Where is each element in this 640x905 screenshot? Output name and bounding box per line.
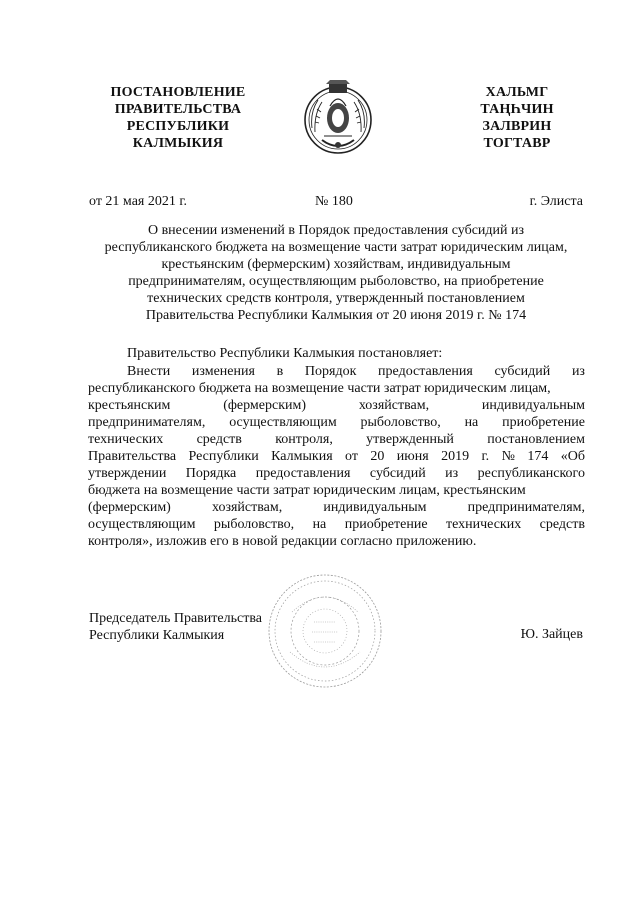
title-line: предпринимателям, осуществляющим рыболовство, на приобретение bbox=[128, 274, 544, 289]
body-word: приобретение bbox=[344, 517, 428, 532]
body-word: июня bbox=[396, 449, 429, 464]
body-word: на bbox=[312, 517, 327, 532]
header-left-line: ПОСТАНОВЛЕНИЕ bbox=[110, 85, 246, 100]
body-word: (фермерским) bbox=[88, 500, 171, 515]
body-word: республиканского бюджета на возмещение части затрат юридическим лицам, bbox=[88, 381, 551, 396]
body-word: субсидий bbox=[494, 364, 551, 379]
signatory-position-line: Председатель Правительства bbox=[89, 611, 262, 626]
body-word: республиканского bbox=[477, 466, 585, 481]
body-word: предоставления bbox=[378, 364, 473, 379]
body-word: от bbox=[345, 449, 358, 464]
body-word: индивидуальным bbox=[323, 500, 427, 515]
preamble: Правительство Республики Калмыкия постановляет: bbox=[127, 346, 443, 361]
body-line bbox=[88, 414, 585, 431]
body-word: технических bbox=[88, 432, 164, 447]
body-word: рыболовство, bbox=[213, 517, 295, 532]
body-word: крестьянским bbox=[88, 398, 171, 413]
body-word: утверждении bbox=[88, 466, 167, 481]
official-seal-stamp-icon bbox=[266, 572, 384, 690]
header-right-line: ХАЛЬМГ bbox=[485, 85, 549, 100]
body-line bbox=[88, 482, 585, 499]
body-word: средств bbox=[539, 517, 585, 532]
body-word: изменения bbox=[191, 364, 255, 379]
body-word: Порядок bbox=[304, 364, 357, 379]
document-date: от 21 мая 2021 г. bbox=[89, 194, 188, 209]
body-word: контроля», изложив его в новой редакции согласно приложению. bbox=[88, 534, 477, 549]
signatory-position bbox=[89, 610, 262, 644]
body-word: Внести bbox=[127, 364, 171, 379]
body-word: контроля, bbox=[275, 432, 333, 447]
body-word: г. bbox=[481, 449, 490, 464]
header-left-title bbox=[88, 84, 268, 152]
header-right-line: ТОГТАВР bbox=[483, 136, 551, 151]
body-word: 2019 bbox=[441, 449, 470, 464]
body-word: № bbox=[501, 449, 515, 464]
body-word: на bbox=[464, 415, 479, 430]
body-line bbox=[88, 516, 585, 533]
header-left-line: РЕСПУБЛИКИ bbox=[126, 119, 230, 134]
body-word: Калмыкия bbox=[271, 449, 333, 464]
body-word: утвержденный bbox=[366, 432, 454, 447]
header-right-title bbox=[462, 84, 572, 152]
body-word: осуществляющим bbox=[88, 517, 196, 532]
body-word: из bbox=[571, 364, 585, 379]
header-right-line: ЗАЛВРИН bbox=[482, 119, 552, 134]
title-line: О внесении изменений в Порядок предоставления субсидий из bbox=[147, 223, 525, 238]
body-word: предоставления bbox=[255, 466, 351, 481]
body-word: технических bbox=[445, 517, 522, 532]
header-right-line: ТАҢҺЧИН bbox=[480, 102, 554, 117]
body-word: из bbox=[445, 466, 459, 481]
body-word: бюджета на возмещение части затрат юридическим лицам, крестьянским bbox=[88, 483, 526, 498]
body-word: осуществляющим bbox=[229, 415, 337, 430]
body-word: Правительства bbox=[88, 449, 177, 464]
body-line bbox=[88, 448, 585, 465]
body-word: 174 bbox=[527, 449, 549, 464]
document-title bbox=[88, 222, 584, 324]
body-line bbox=[88, 465, 585, 482]
body-word: хозяйствам, bbox=[211, 500, 283, 515]
title-line: республиканского бюджета на возмещение части затрат юридическим лицам, bbox=[104, 240, 568, 255]
header-left-line: ПРАВИТЕЛЬСТВА bbox=[114, 102, 242, 117]
body-word: приобретение bbox=[502, 415, 585, 430]
body-line bbox=[88, 380, 585, 397]
body-line bbox=[88, 363, 585, 380]
signatory-position-line: Республики Калмыкия bbox=[89, 628, 225, 643]
body-word: рыболовство, bbox=[360, 415, 441, 430]
body-line bbox=[88, 499, 585, 516]
title-line: технических средств контроля, утвержденный постановлением bbox=[147, 291, 525, 306]
body-word: Республики bbox=[188, 449, 259, 464]
body-word: хозяйствам, bbox=[358, 398, 430, 413]
title-line: Правительства Республики Калмыкия от 20 июня 2019 г. № 174 bbox=[145, 308, 527, 323]
header-left-line: КАЛМЫКИЯ bbox=[132, 136, 224, 151]
body-line bbox=[88, 397, 585, 414]
body-line bbox=[88, 533, 585, 550]
body-word: в bbox=[276, 364, 284, 379]
title-line: крестьянским (фермерским) хозяйствам, индивидуальным bbox=[161, 257, 511, 272]
body-word: «Об bbox=[560, 449, 585, 464]
body-word: предпринимателям, bbox=[467, 500, 585, 515]
document-number: № 180 bbox=[315, 194, 353, 209]
body-word: постановлением bbox=[487, 432, 585, 447]
body-line bbox=[88, 431, 585, 448]
body-word: (фермерским) bbox=[223, 398, 307, 413]
body-word: предпринимателям, bbox=[88, 415, 206, 430]
body-word: субсидий bbox=[369, 466, 426, 481]
document-city: г. Элиста bbox=[529, 194, 583, 209]
document-body bbox=[88, 363, 585, 550]
body-word: Порядка bbox=[185, 466, 237, 481]
body-word: индивидуальным bbox=[481, 398, 585, 413]
body-word: средств bbox=[196, 432, 242, 447]
signatory-name: Ю. Зайцев bbox=[520, 627, 583, 642]
body-word: 20 bbox=[370, 449, 385, 464]
coat-of-arms-icon bbox=[302, 78, 374, 158]
